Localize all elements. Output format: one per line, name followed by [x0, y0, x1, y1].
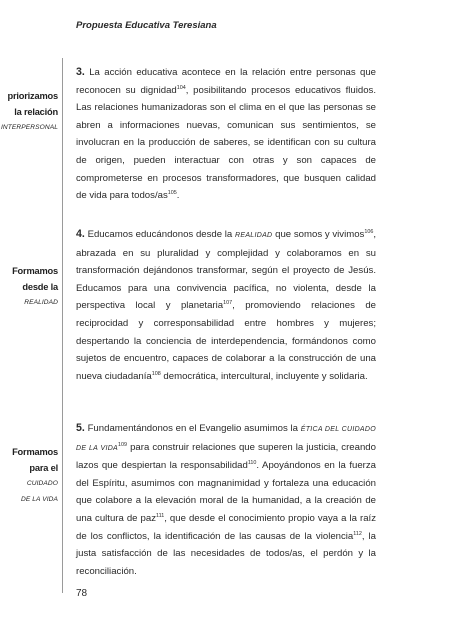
paragraph-text: . Apoyándonos en la fuerza del Espíritu, asumimos con magnanimidad y fortaleza una educación que colabore a la elevación moral de la humanidad, a la creación de una cultura de paz — [76, 460, 376, 524]
paragraph-text: , promoviendo relaciones de reciprocidad y corresponsabilidad entre hombres y mujeres; despertando la conciencia de interdependencia, formándonos como sujetos de encuentro, capaces de colaborar a la construcción de una nueva ciudadanía — [76, 300, 376, 382]
margin-note-line: desde la — [22, 282, 58, 292]
margin-note-line: priorizamos — [7, 91, 58, 101]
page-number: 78 — [76, 588, 88, 599]
margin-note-interpersonal — [0, 88, 58, 136]
footnote-ref: 106 — [364, 229, 374, 235]
margin-note-line: Formamos — [12, 447, 58, 457]
footnote-ref: 111 — [156, 512, 165, 519]
footnote-ref: 108 — [151, 370, 161, 377]
margin-divider-rule — [62, 58, 63, 593]
margin-note-cuidado — [0, 444, 58, 508]
margin-note-line: Formamos — [12, 266, 58, 276]
paragraph-4 — [76, 226, 376, 385]
smallcaps-term: ÉTICA DEL CUIDADO DE LA VIDA — [76, 426, 376, 452]
paragraph-text: , que desde el conocimiento propio vaya a la raíz de los conflictos, la identificación de las causas de la violencia — [76, 512, 376, 542]
paragraph-number: 4. — [76, 228, 85, 240]
running-header: Propuesta Educativa Teresiana — [76, 20, 217, 31]
paragraph-text: , posibilitando procesos educativos fluidos. Las relaciones humanizadoras son el clima en el que las personas se abren a informaciones nuevas, comunican sus sentimientos, se involucran en la producción de saberes, se identifican con su cultura de origen, pueden interactuar con otras y son capaces de comprometerse en procesos transformadores, que busquen calidad de vida para todos/as — [76, 84, 377, 202]
margin-note-keyword: REALIDAD — [24, 299, 58, 306]
margin-note-keyword: CUIDADO — [26, 480, 58, 487]
paragraph-text: , la justa satisfacción de las necesidades de todos/as, el perdón y la reconciliación. — [76, 530, 376, 577]
paragraph-number: 5. — [76, 422, 85, 434]
footnote-ref: 110 — [247, 460, 257, 467]
margin-note-keyword: INTERPERSONAL — [1, 124, 58, 131]
margin-note-realidad — [0, 263, 58, 311]
paragraph-text: Fundamentándonos en el Evangelio asumimos la — [84, 423, 301, 434]
paragraph-text: democrática, intercultural, incluyente y solidaria. — [160, 370, 368, 382]
footnote-ref: 107 — [223, 300, 233, 307]
paragraph-text: , abrazada en su pluralidad y complejidad y colaboramos en su transformación dejándonos transformar, según el proyecto de Jesús. Educamos para una convivencia pacífica, no violenta, desde la perspectiva local y planetaria — [76, 229, 377, 312]
paragraph-number: 3. — [76, 66, 85, 78]
footnote-ref: 112 — [353, 530, 362, 537]
margin-note-line: la relación — [14, 107, 58, 117]
paragraph-text: . — [176, 190, 180, 202]
paragraph-text: La acción educativa acontece en la relación entre personas que reconocen su dignidad — [76, 67, 376, 96]
paragraph-text: Educamos educándonos desde la — [84, 229, 235, 240]
paragraph-text: para construir relaciones que superen la justicia, creando lazos que despiertan la responsabilidad — [76, 441, 376, 472]
paragraph-text: que somos y vivimos — [272, 229, 365, 240]
smallcaps-term: REALIDAD — [235, 232, 273, 239]
paragraph-3 — [76, 64, 376, 205]
margin-note-keyword: DE LA VIDA — [20, 496, 58, 503]
margin-note-line: para el — [29, 463, 58, 473]
footnote-ref: 109 — [118, 441, 128, 448]
footnote-ref: 104 — [176, 84, 186, 91]
paragraph-5 — [76, 420, 376, 580]
footnote-ref: 105 — [167, 190, 177, 197]
